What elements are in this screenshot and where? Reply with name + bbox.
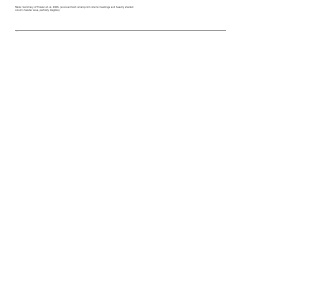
table-cell [126,35,134,37]
table-cell [49,35,62,37]
table-cell [191,35,199,37]
table-cell: Pl. NMF [61,30,68,32]
table-cell [87,35,99,37]
table-cell [70,35,88,37]
document-title: Table: Summary of Fowler et. al. 2006. (scanned text: small-print column headings and heavily shaded column header area, partially illegible) [15,6,134,12]
table-cell [144,35,154,37]
table-cell [163,35,173,37]
table-cell [210,35,218,37]
data-table [15,27,226,37]
table-cell [182,35,191,37]
table-cell [218,35,226,37]
table-cell [15,35,24,37]
table-cell: 6.0 [104,30,108,32]
table-cell [173,35,181,37]
table-cell: 1 [32,30,34,32]
table-cell [200,35,210,37]
table-row [15,35,226,37]
table-cell: Agila [15,30,20,32]
table-cell: 30 [24,30,27,32]
table-cell [116,35,126,37]
table-cell [155,35,163,37]
table-cell: 2006 [48,30,53,32]
table-cell [107,35,115,37]
table-cell: NMS [69,30,74,32]
table-cell [135,35,144,37]
table-cell [61,35,69,37]
table-cell [38,35,48,37]
table-cell [99,35,107,37]
spacer [15,13,226,27]
table-cell: NO78N [38,30,45,32]
table-body [15,30,226,36]
table-cell [24,35,31,37]
